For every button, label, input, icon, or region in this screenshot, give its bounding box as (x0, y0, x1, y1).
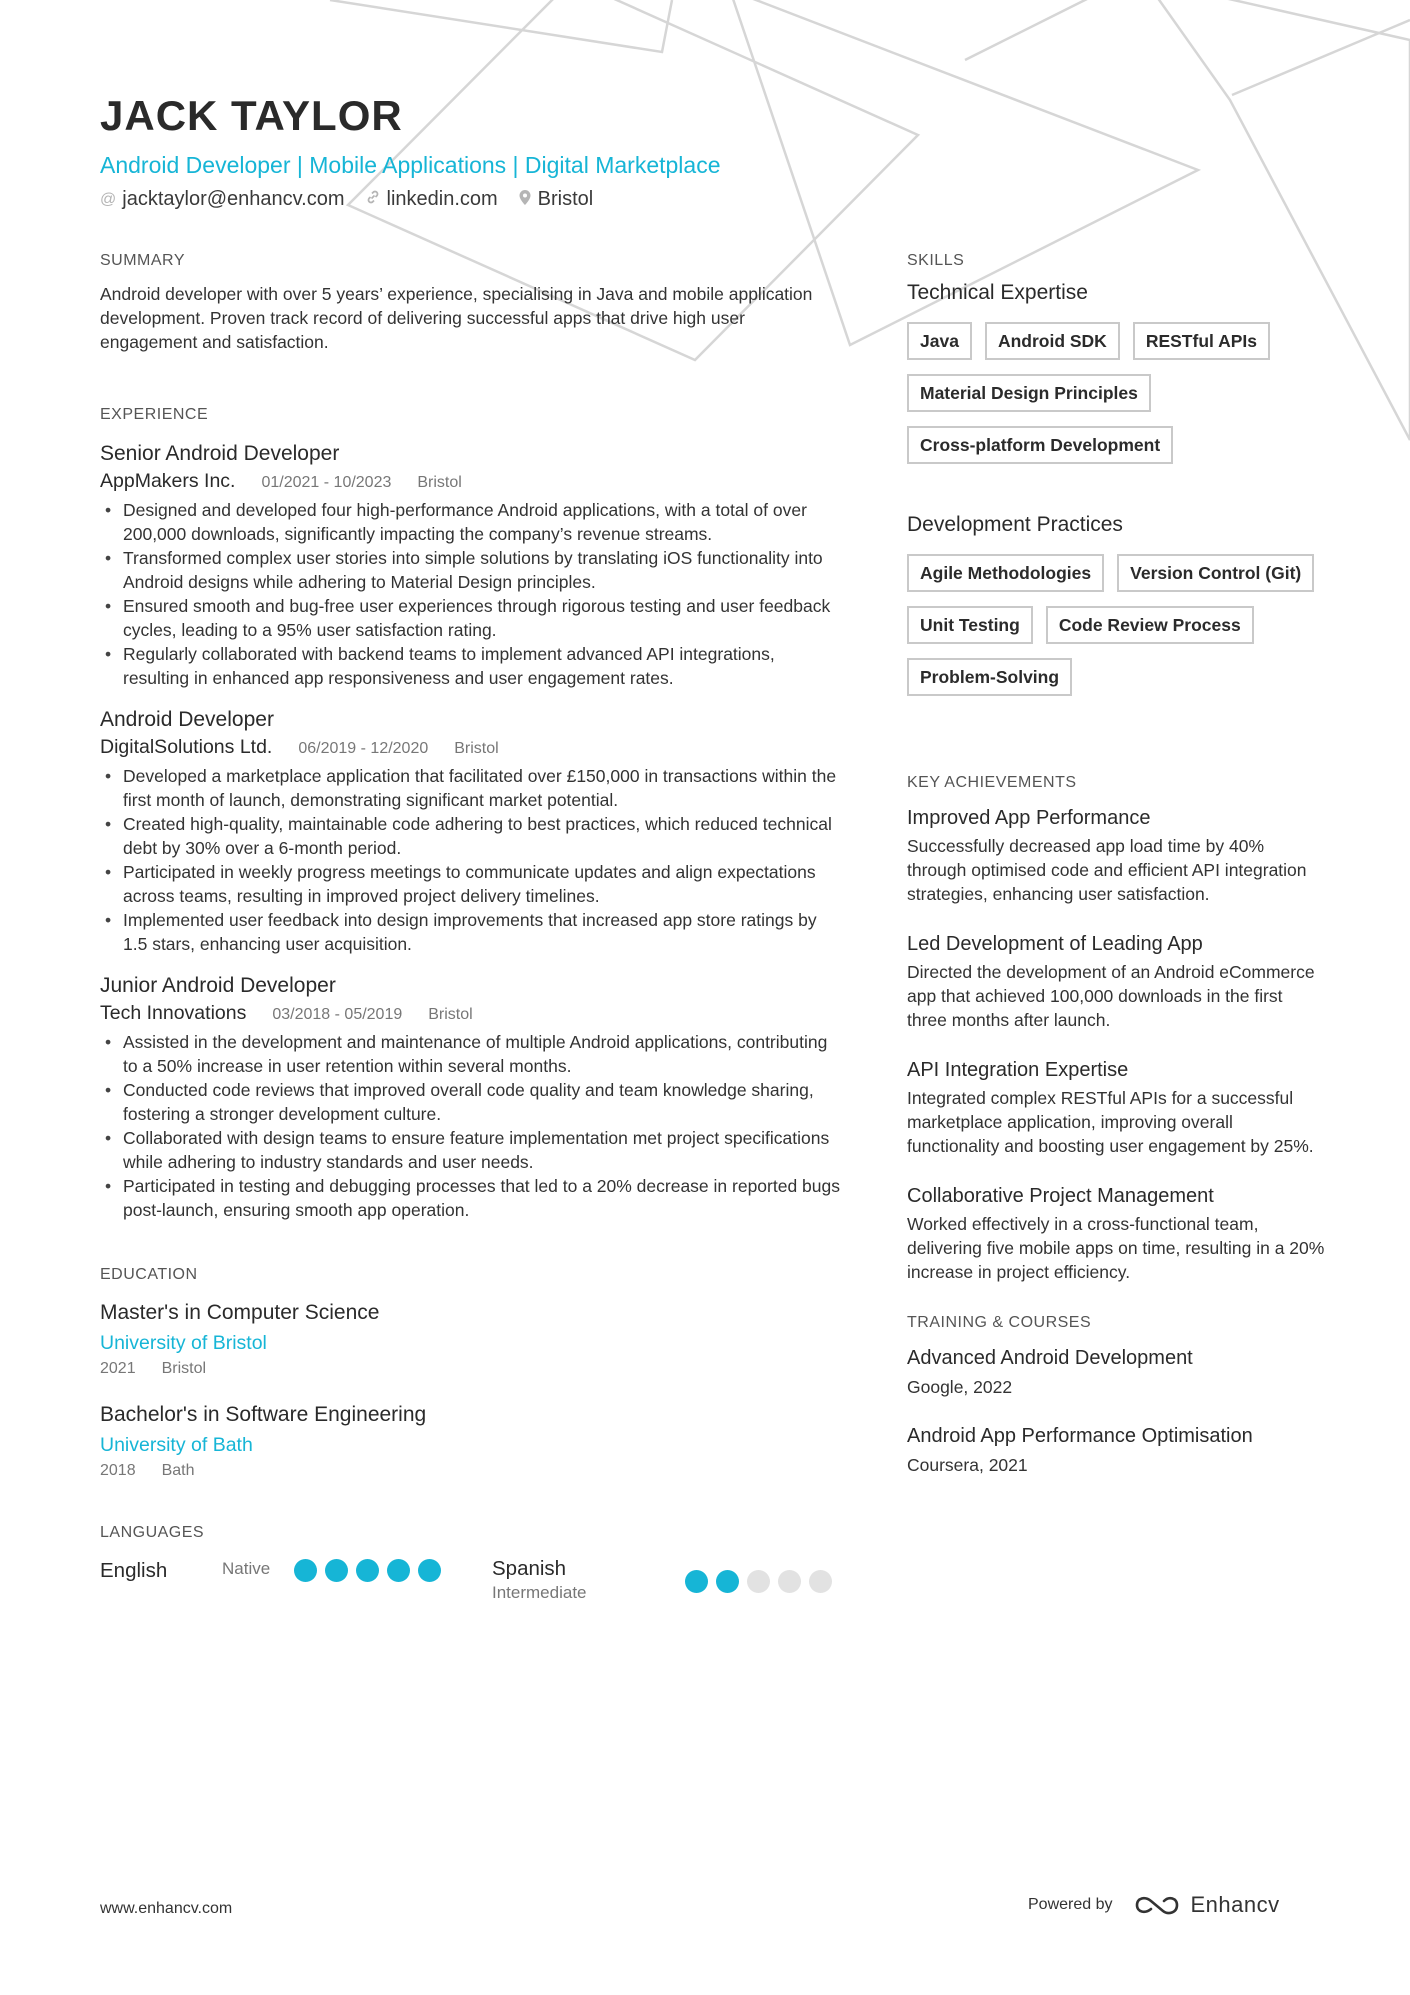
job-entry (100, 706, 840, 956)
job-role: Junior Android Developer (100, 974, 336, 997)
skill-group-title: Technical Expertise (907, 281, 1088, 304)
achievement-title: API Integration Expertise (907, 1059, 1129, 1081)
contact-linkedin-text: linkedin.com (386, 188, 498, 210)
skill-tag: Material Design Principles (907, 374, 1151, 412)
achievement-item (907, 804, 1327, 906)
education-meta (100, 1460, 840, 1482)
job-dates: 03/2018 - 05/2019 (272, 1006, 403, 1023)
education-degree: Bachelor's in Software Engineering (100, 1403, 427, 1426)
course-title: Android App Performance Optimisation (907, 1425, 1253, 1447)
achievement-title: Collaborative Project Management (907, 1185, 1214, 1207)
rating-dot (294, 1559, 317, 1582)
language-rating (685, 1570, 832, 1593)
achievement-desc: Worked effectively in a cross-functional team, delivering five mobile apps on time, resulting in a 20% increase in project efficiency. (907, 1214, 1325, 1282)
language-label (492, 1556, 685, 1604)
education-location: Bath (161, 1462, 195, 1479)
job-bullets (100, 498, 840, 690)
job-dates: 06/2019 - 12/2020 (298, 740, 429, 757)
skill-tag: Android SDK (985, 322, 1120, 360)
job-entry (100, 972, 840, 1222)
section-title: SKILLS (907, 252, 965, 269)
job-company: AppMakers Inc. (100, 470, 236, 492)
achievement-item (907, 930, 1327, 1032)
achievement-desc: Integrated complex RESTful APIs for a successful marketplace application, improving overall functionality and boosting user engagement by 25%. (907, 1088, 1314, 1156)
section-title: SUMMARY (100, 252, 185, 269)
skill-tag: RESTful APIs (1133, 322, 1270, 360)
right-column (907, 252, 1327, 1500)
job-meta (100, 1000, 840, 1028)
achievement-title: Improved App Performance (907, 807, 1151, 829)
language-spanish (492, 1556, 832, 1604)
contact-list (100, 188, 860, 211)
course-item (907, 1422, 1327, 1478)
skill-tags (907, 554, 1327, 696)
footer-website[interactable]: www.enhancv.com (100, 1900, 233, 1917)
rating-dot (747, 1570, 770, 1593)
language-name: English (100, 1559, 168, 1582)
contact-location-text: Bristol (537, 188, 594, 210)
job-bullet: • Regularly collaborated with backend teams to implement advanced API integrations, resulting in enhanced app responsiveness and user engagement rates. (100, 642, 840, 690)
job-bullet: • Participated in testing and debugging processes that led to a 20% decrease in reported bugs post-launch, ensuring smooth app operation. (100, 1174, 840, 1222)
language-english (100, 1556, 492, 1586)
job-entry (100, 440, 840, 690)
brand (1133, 1892, 1280, 1918)
job-bullet: • Assisted in the development and maintenance of multiple Android applications, contributing to a 50% increase in user retention within several months. (100, 1030, 840, 1078)
rating-dot (418, 1559, 441, 1582)
contact-linkedin[interactable] (365, 188, 498, 211)
job-bullet: • Implemented user feedback into design improvements that increased app store ratings by 1.5 stars, enhancing user acquisition. (100, 908, 840, 956)
education-school: University of Bath (100, 1434, 253, 1456)
education-meta (100, 1358, 840, 1380)
education-school: University of Bristol (100, 1332, 267, 1354)
rating-dot (778, 1570, 801, 1593)
languages-section (100, 1524, 840, 1604)
achievement-item (907, 1056, 1327, 1158)
skill-group (907, 278, 1327, 464)
course-title: Advanced Android Development (907, 1347, 1193, 1369)
achievement-desc: Successfully decreased app load time by 40% through optimised code and efficient API integration strategies, enhancing user satisfaction. (907, 836, 1307, 904)
achievements-section (907, 774, 1327, 1284)
section-title: KEY ACHIEVEMENTS (907, 774, 1077, 791)
left-column (100, 252, 840, 1604)
skill-group (907, 510, 1327, 696)
skill-tag: Agile Methodologies (907, 554, 1104, 592)
section-title: LANGUAGES (100, 1524, 205, 1541)
job-bullet: • Developed a marketplace application that facilitated over £150,000 in transactions within the first month of launch, demonstrating significant market potential. (100, 764, 840, 812)
summary-section (100, 252, 840, 354)
job-company: Tech Innovations (100, 1002, 247, 1024)
job-bullet: • Participated in weekly progress meetings to communicate updates and align expectations across teams, resulting in improved project delivery timelines. (100, 860, 840, 908)
course-item (907, 1344, 1327, 1400)
job-location: Bristol (417, 474, 462, 491)
course-meta: Coursera, 2021 (907, 1455, 1028, 1475)
job-location: Bristol (428, 1006, 473, 1023)
education-year: 2021 (100, 1360, 136, 1377)
education-year: 2018 (100, 1462, 136, 1479)
education-entry (100, 1400, 840, 1482)
skill-tags (907, 322, 1327, 464)
language-name: Spanish (492, 1557, 567, 1580)
education-section (100, 1266, 840, 1482)
skill-tag: Cross-platform Development (907, 426, 1173, 464)
summary-text: Android developer with over 5 years’ experience, specialising in Java and mobile application development. Proven track record of delivering successful apps that drive high user engagement and satisfaction. (100, 284, 813, 352)
achievement-desc: Directed the development of an Android eCommerce app that achieved 100,000 downloads in the first three months after launch. (907, 962, 1315, 1030)
at-icon: @ (100, 190, 117, 208)
powered-by-label: Powered by (1028, 1896, 1113, 1913)
skill-tag: Code Review Process (1046, 606, 1254, 644)
skill-group-title: Development Practices (907, 513, 1123, 536)
job-bullets (100, 764, 840, 956)
skill-tag: Java (907, 322, 972, 360)
rating-dot (809, 1570, 832, 1593)
rating-dot (325, 1559, 348, 1582)
job-company: DigitalSolutions Ltd. (100, 736, 273, 758)
candidate-name: JACK TAYLOR (100, 92, 403, 139)
rating-dot (356, 1559, 379, 1582)
job-bullet: • Conducted code reviews that improved overall code quality and team knowledge sharing, fostering a stronger development culture. (100, 1078, 840, 1126)
language-rating (294, 1559, 441, 1582)
enhancv-logo-icon (1133, 1892, 1181, 1918)
language-list (100, 1556, 840, 1604)
section-title: TRAINING & COURSES (907, 1314, 1092, 1331)
job-meta (100, 734, 840, 762)
headline: Android Developer | Mobile Applications | Digital Marketplace (100, 152, 721, 178)
skill-tag: Unit Testing (907, 606, 1033, 644)
job-dates: 01/2021 - 10/2023 (261, 474, 392, 491)
job-location: Bristol (454, 740, 499, 757)
course-meta: Google, 2022 (907, 1377, 1013, 1397)
resume-header (100, 88, 860, 211)
location-icon (518, 189, 532, 211)
language-level: Native (222, 1559, 271, 1578)
footer-branding[interactable] (1028, 1892, 1280, 1918)
skill-tag: Problem-Solving (907, 658, 1072, 696)
section-title: EXPERIENCE (100, 406, 209, 423)
job-bullet: • Created high-quality, maintainable code adhering to best practices, which reduced technical debt by 30% over a 6-month period. (100, 812, 840, 860)
job-bullet: • Designed and developed four high-performance Android applications, with a total of over 200,000 downloads, significantly impacting the company’s revenue streams. (100, 498, 840, 546)
job-bullet: • Collaborated with design teams to ensure feature implementation met project specifications while adhering to industry standards and user needs. (100, 1126, 840, 1174)
education-degree: Master's in Computer Science (100, 1301, 380, 1324)
education-entry (100, 1298, 840, 1380)
training-section (907, 1314, 1327, 1478)
contact-email[interactable] (100, 188, 345, 211)
skills-section (907, 252, 1327, 696)
contact-email-text: jacktaylor@enhancv.com (122, 188, 345, 210)
brand-name: Enhancv (1190, 1892, 1280, 1917)
rating-dot (387, 1559, 410, 1582)
rating-dot (716, 1570, 739, 1593)
job-role: Android Developer (100, 708, 274, 731)
education-location: Bristol (161, 1360, 207, 1377)
job-bullets (100, 1030, 840, 1222)
job-meta (100, 468, 840, 496)
achievement-item (907, 1182, 1327, 1284)
job-bullet: • Ensured smooth and bug-free user experiences through rigorous testing and user feedback cycles, leading to a 95% user satisfaction rating. (100, 594, 840, 642)
language-level: Intermediate (492, 1583, 587, 1602)
achievement-title: Led Development of Leading App (907, 933, 1203, 955)
contact-location (518, 188, 594, 211)
experience-section (100, 406, 840, 1222)
job-role: Senior Android Developer (100, 442, 340, 465)
rating-dot (685, 1570, 708, 1593)
skill-tag: Version Control (Git) (1117, 554, 1314, 592)
link-icon (365, 189, 381, 210)
section-title: EDUCATION (100, 1266, 198, 1283)
job-bullet: • Transformed complex user stories into simple solutions by translating iOS functionality into Android designs while adhering to Material Design principles. (100, 546, 840, 594)
